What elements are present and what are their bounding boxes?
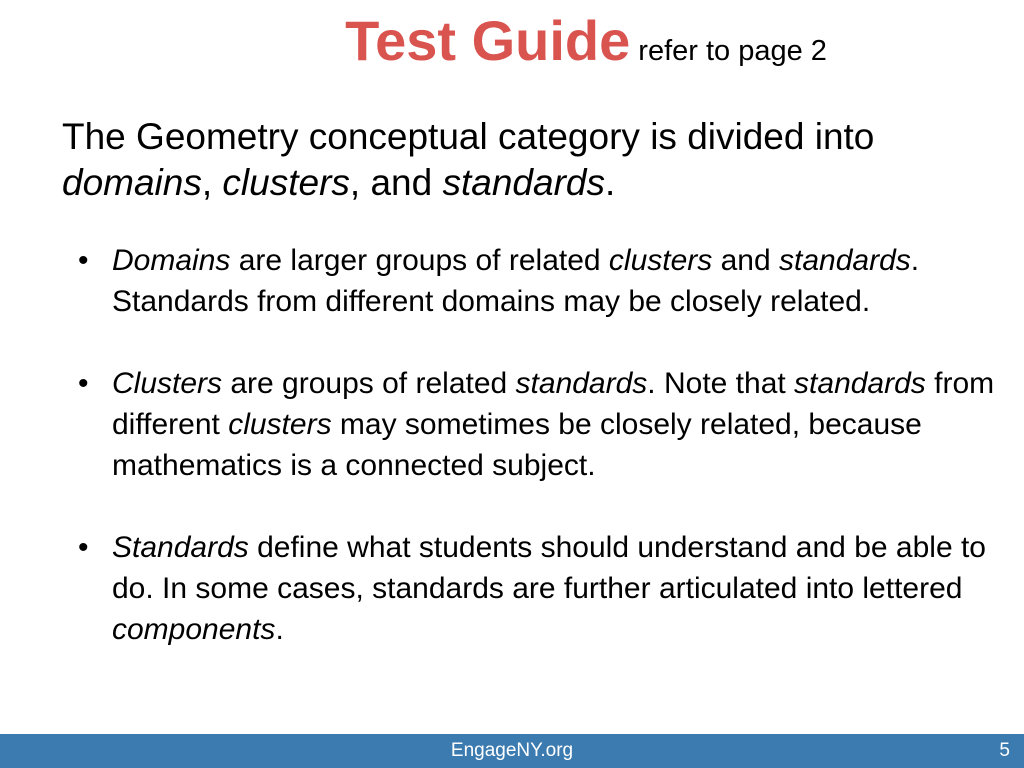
bullet-italic: standards xyxy=(779,244,911,277)
bullet-italic: clusters xyxy=(228,408,332,441)
bullet-marker: • xyxy=(78,244,89,277)
footer-brand: EngageNY.org xyxy=(450,740,574,761)
intro-term-standards: standards xyxy=(442,162,605,203)
bullet-italic: clusters xyxy=(608,244,713,277)
bullet-text: . Standards from different domains may be closely related. xyxy=(112,244,920,318)
bullet-term: Clusters xyxy=(112,367,223,400)
page-number: 5 xyxy=(999,740,1010,761)
footer-bar xyxy=(0,734,1024,768)
bullet-italic: components xyxy=(112,613,276,646)
intro-paragraph xyxy=(62,114,1002,206)
intro-end: . xyxy=(604,162,616,203)
bullet-text: from different xyxy=(112,367,995,441)
bullet-item-standards xyxy=(74,527,1014,650)
title-main: Test Guide xyxy=(345,9,631,72)
bullet-term: Domains xyxy=(112,244,231,277)
bullet-marker: • xyxy=(78,367,89,400)
title-subtitle: refer to page 2 xyxy=(638,35,827,67)
bullet-text: are larger groups of related xyxy=(230,244,609,277)
bullet-term: Standards xyxy=(112,531,249,564)
bullet-text: . xyxy=(275,613,284,646)
intro-sep: , xyxy=(201,162,223,203)
intro-term-clusters: clusters xyxy=(222,162,350,203)
intro-text: The Geometry conceptual category is divided into xyxy=(62,116,875,157)
bullet-item-clusters xyxy=(74,363,1014,486)
bullet-text: . Note that xyxy=(647,367,795,400)
bullet-text: are groups of related xyxy=(222,367,516,400)
slide-title xyxy=(0,8,1024,73)
bullet-item-domains xyxy=(74,240,1014,322)
bullet-text: may sometimes be closely related, because mathematics is a connected subject. xyxy=(112,408,922,482)
bullet-italic: standards xyxy=(515,367,648,400)
bullet-text: define what students should understand and be able to do. In some cases, standards are further articulated into lettered xyxy=(112,531,986,605)
bullet-list xyxy=(74,240,1014,691)
bullet-text: and xyxy=(712,244,780,277)
bullet-italic: standards xyxy=(794,367,926,400)
intro-term-domains: domains xyxy=(62,162,202,203)
bullet-marker: • xyxy=(78,531,89,564)
intro-sep: , and xyxy=(349,162,443,203)
